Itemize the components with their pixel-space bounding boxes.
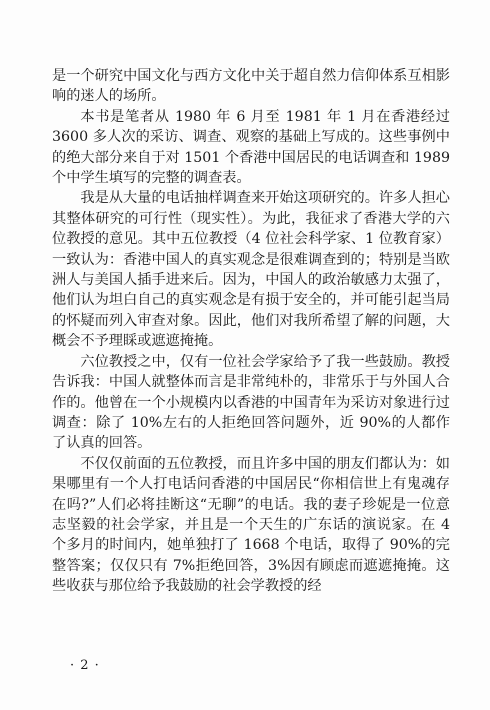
body-text — [52, 66, 450, 597]
paragraph: 不仅仅前面的五位教授，而且许多中国的朋友们都认为：如果哪里有一个人打电话问香港的中国居民“你相信世上有鬼魂存在吗?”人们必将挂断这“无聊”的电话。我的妻子珍妮是一位意志坚毅的社会学家，并且是一个天生的广东话的演说家。在 4 个多月的时间内，她单独打了 1668 个电话，取得了 90%的完整答案；仅仅只有 7%拒绝回答，3%因有顾虑而遮遮掩掩。这些收获与那位给予我鼓励的社会学教授的经 — [52, 455, 450, 595]
paragraph: 六位教授之中，仅有一位社会学家给予了我一些鼓励。教授告诉我：中国人就整体而言是非常纯朴的，非常乐于与外国人合作的。他曾在一个小规模内以香港的中国青年为采访对象进行过调查：除了 10%左右的人拒绝回答问题外，近 90%的人都作了认真的回答。 — [52, 353, 450, 452]
paragraph: 我是从大量的电话抽样调查来开始这项研究的。许多人担心其整体研究的可行性（现实性）。为此，我征求了香港大学的六位教授的意见。其中五位教授（4 位社会科学家、1 位教育家）一致认为：香港中国人的真实观念是很难调查到的；特别是当欧洲人与美国人插手进来后。因为，中国人的政治敏感力太强了，他们认为坦白自己的真实观念是有损于安全的，并可能引起当局的怀疑而列入审查对象。因此，他们对我所希望了解的问题，大概会不予理睬或遮遮掩掩。 — [52, 190, 450, 350]
paragraph-continuation: 是一个研究中国文化与西方文化中关于超自然力信仰体系互相影响的迷人的场所。 — [52, 68, 450, 105]
paragraph: 本书是笔者从 1980 年 6 月至 1981 年 1 月在香港经过 3600 多人次的采访、调查、观察的基础上写成的。这些事例中的绝大部分来自于对 1501 个香港中国居民的电话调查和 1989 个中学生填写的完整的调查表。 — [52, 108, 450, 187]
page-number: · 2 · — [70, 658, 100, 673]
